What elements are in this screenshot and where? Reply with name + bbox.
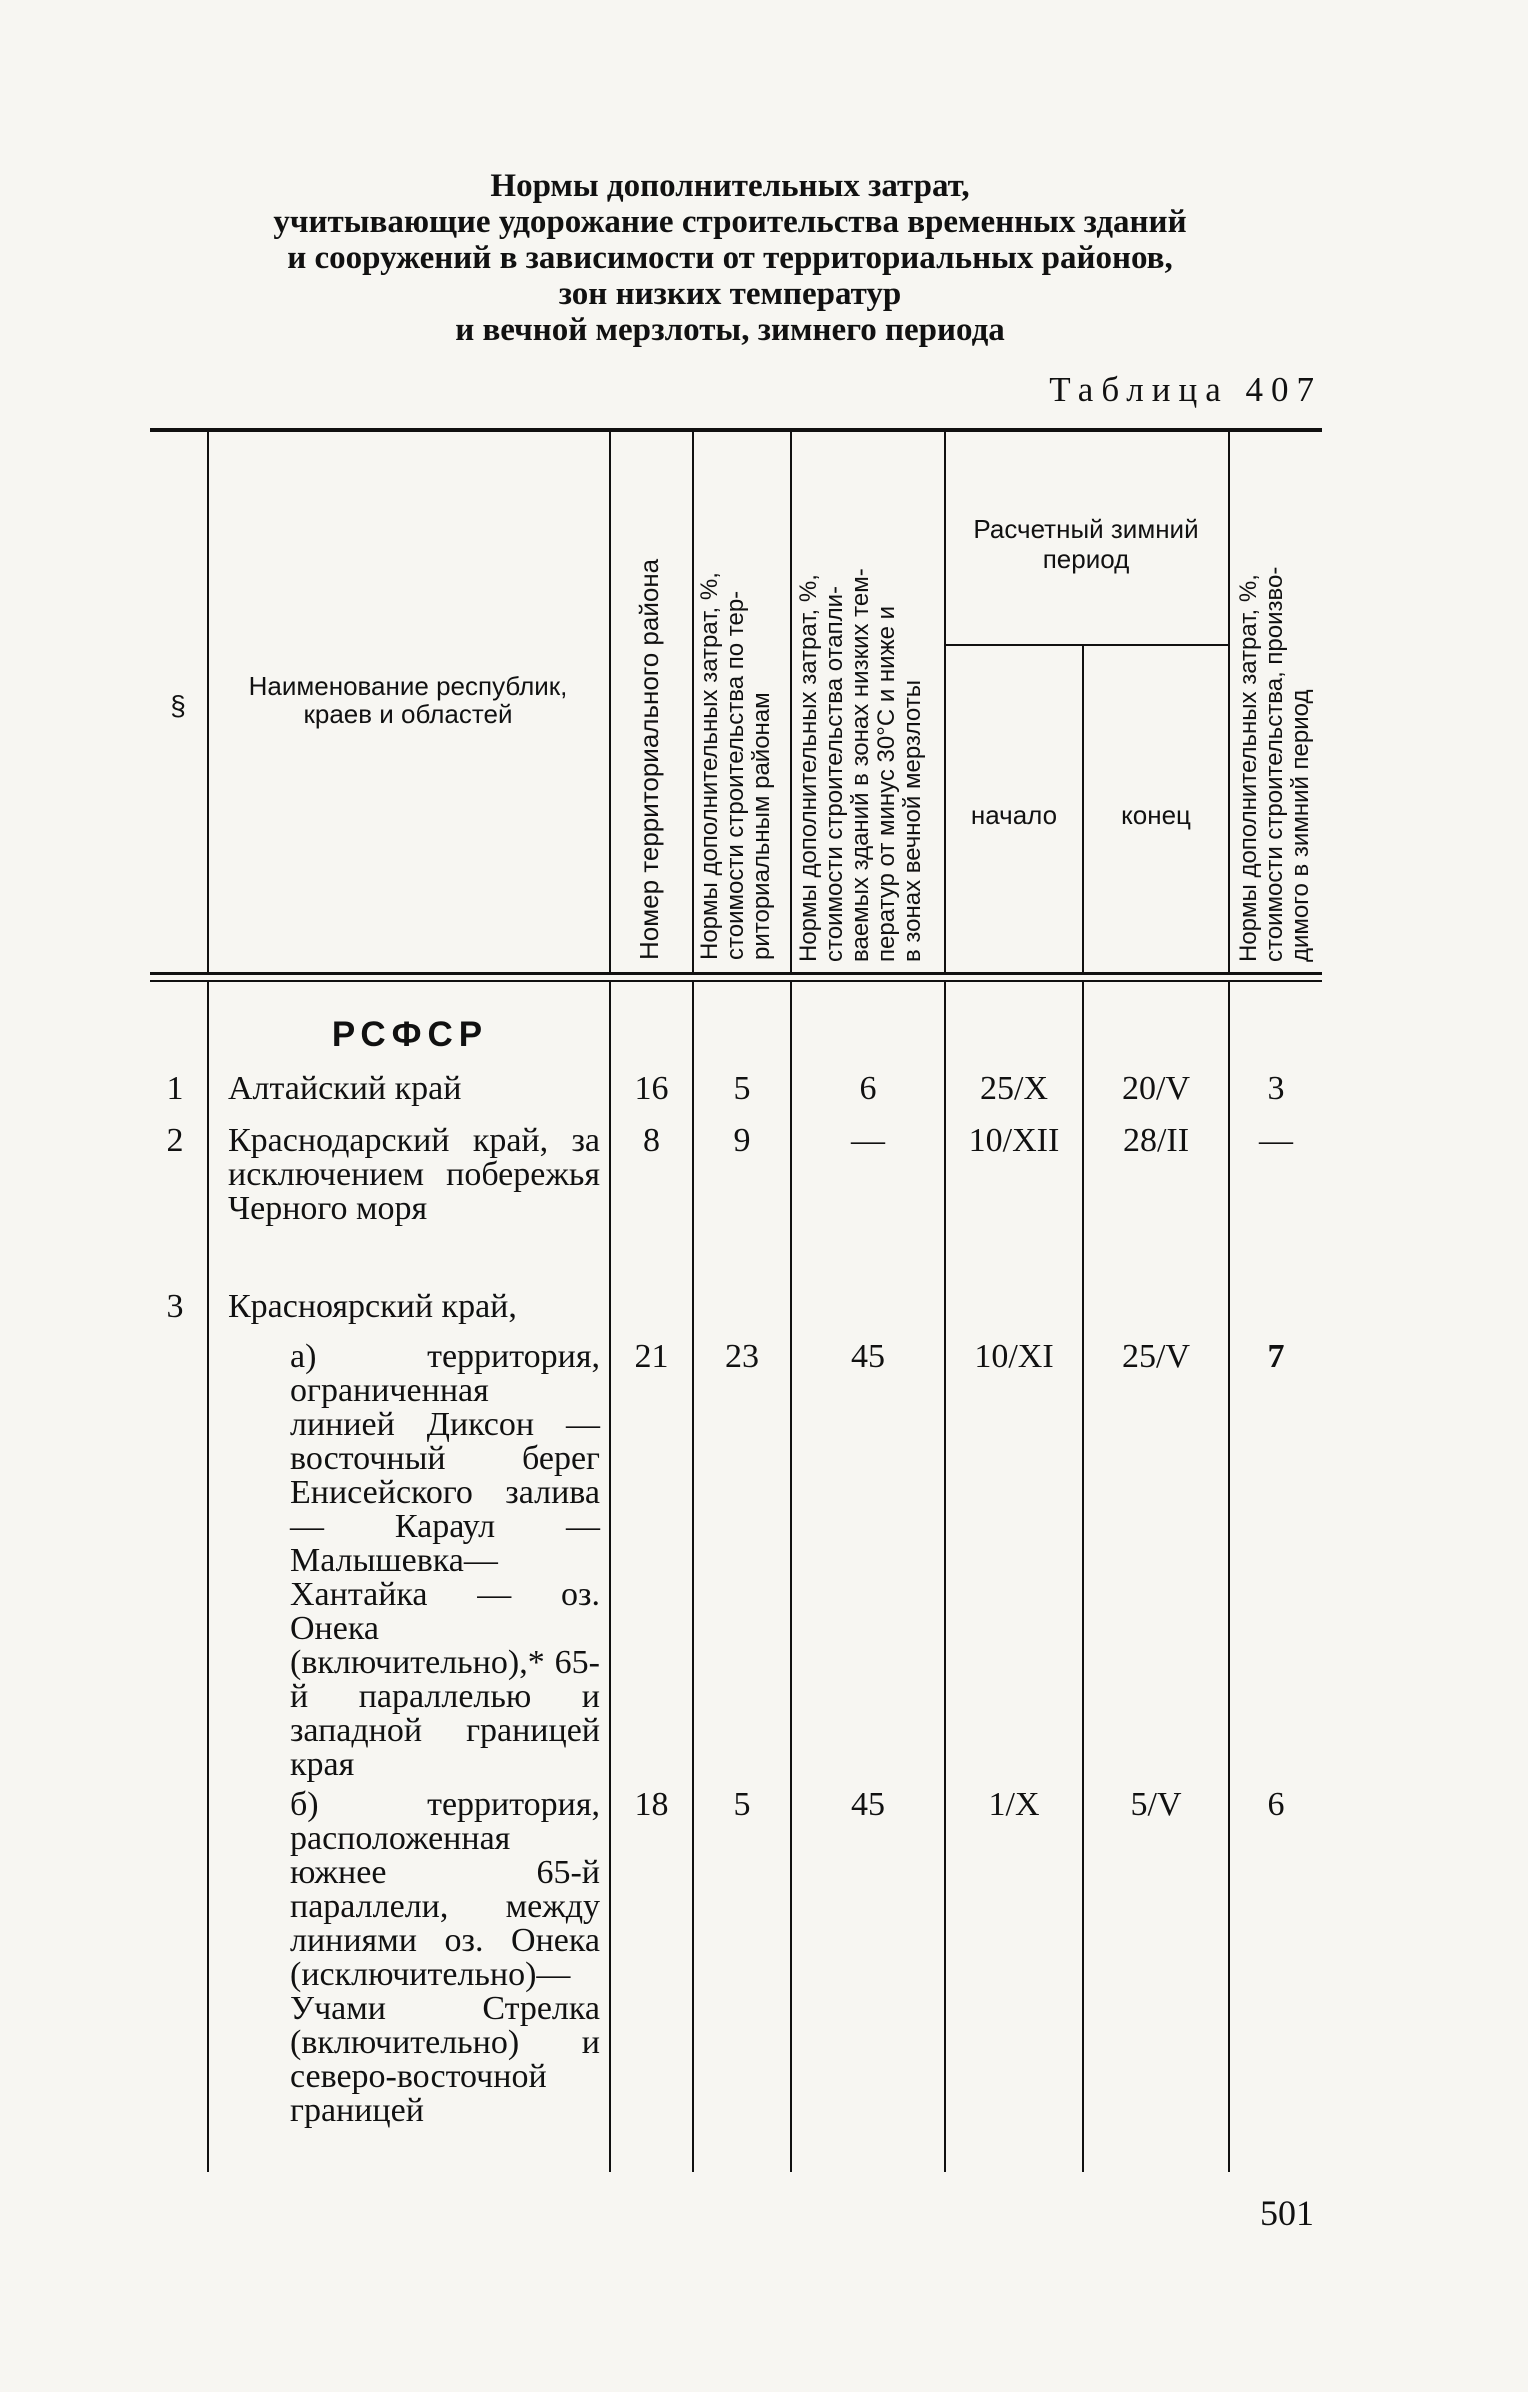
cell-terr: 5	[733, 1786, 751, 1823]
title-line: Нормы дополнительных затрат,	[490, 168, 970, 204]
col-rule	[609, 982, 611, 2172]
row-number: 1	[166, 1070, 184, 1107]
header-text-line: стоимости строительства, произво-	[1261, 566, 1288, 962]
header-section: §	[170, 690, 186, 721]
header-text-line: риториальным районам	[748, 692, 775, 960]
header-text-line: Нормы дополнительных затрат, %,	[795, 574, 822, 962]
cell-region: 8	[643, 1122, 660, 1159]
row-subname: б) территория, расположенная южнее 65-й параллели, между линиями оз. Онека (исключительно)—Учами Стрелка (включительно) и северо-восточной границей	[290, 1786, 600, 2129]
header-text: Номер территориального района	[634, 558, 664, 960]
header-text-line: димого в зимний период	[1287, 689, 1314, 962]
cell-winter: 7	[1267, 1338, 1285, 1375]
cell-end: 20/V	[1122, 1070, 1190, 1107]
cell-terr: 9	[733, 1122, 751, 1159]
cell-low: 45	[851, 1786, 885, 1823]
cell-end: 25/V	[1122, 1338, 1190, 1375]
table-title	[150, 168, 1310, 348]
header-text-line: стоимости строительства по тер-	[722, 590, 749, 960]
header-text-line: ператур от минус 30°С и ниже и	[873, 605, 900, 962]
col-rule	[790, 432, 792, 972]
col-rule	[1228, 982, 1230, 2172]
col-rule	[1082, 982, 1084, 2172]
cell-winter: 3	[1267, 1070, 1285, 1107]
col-rule	[692, 432, 694, 972]
cell-region: 18	[634, 1786, 669, 1823]
header-bottom-rule-2	[150, 980, 1322, 982]
col-rule	[207, 982, 209, 2172]
col-rule	[790, 982, 792, 2172]
cell-winter: —	[1259, 1122, 1293, 1159]
header-norm-territorial	[697, 572, 775, 960]
header-text-line: Нормы дополнительных затрат, %,	[696, 572, 723, 960]
cell-end: 5/V	[1130, 1786, 1182, 1823]
header-region-number	[636, 460, 662, 960]
header-text-line: в зонах вечной мерзлоты	[899, 680, 926, 962]
winter-period-rule	[944, 644, 1228, 646]
cell-start: 10/XII	[968, 1122, 1060, 1159]
cell-winter: 6	[1267, 1786, 1285, 1823]
title-line: и сооружений в зависимости от территориальных районов,	[287, 240, 1173, 276]
table-number-label: Таблица 407	[1049, 370, 1322, 409]
title-line: учитывающие удорожание строительства временных зданий	[273, 204, 1187, 240]
col-rule	[692, 982, 694, 2172]
col-rule	[1228, 432, 1230, 972]
cell-start: 25/X	[980, 1070, 1048, 1107]
header-norm-low-temp	[796, 568, 926, 962]
header-top-rule	[150, 428, 1322, 432]
header-start: начало	[970, 800, 1058, 830]
cell-low: —	[851, 1122, 885, 1159]
row-name: Краснодарский край, за исключением побережья Черного моря	[228, 1122, 600, 1227]
title-line: и вечной мерзлоты, зимнего периода	[455, 312, 1005, 348]
cell-region: 21	[634, 1338, 669, 1375]
header-bottom-rule	[150, 972, 1322, 975]
header-text-line: стоимости строительства отапли-	[821, 585, 848, 962]
header-name: Наименование республик, краев и областей	[248, 671, 568, 729]
page-number: 501	[1260, 2193, 1314, 2233]
row-number: 2	[166, 1122, 184, 1159]
col-rule	[944, 432, 946, 972]
row-subname: а) территория, ограниченная линией Диксон — восточный берег Енисейского залива — Караул — Малышевка—Хантайка — оз. Онека (включительно),* 65-й параллелью и западной границей края	[290, 1338, 600, 1783]
cell-region: 16	[634, 1070, 669, 1107]
group-heading: РСФСР	[331, 1015, 489, 1054]
header-text-line: ваемых зданий в зонах низких тем-	[847, 568, 874, 962]
cell-start: 1/X	[988, 1786, 1040, 1823]
header-text-line: Нормы дополнительных затрат, %,	[1235, 574, 1262, 962]
row-name: Красноярский край,	[228, 1288, 517, 1325]
col-rule	[609, 432, 611, 972]
row-number: 3	[166, 1288, 184, 1325]
title-line: зон низких температур	[558, 276, 902, 312]
cell-low: 45	[851, 1338, 885, 1375]
col-rule	[944, 982, 946, 2172]
header-norm-winter	[1236, 567, 1314, 962]
header-end: конец	[1121, 800, 1191, 830]
cell-low: 6	[859, 1070, 877, 1107]
cell-terr: 5	[733, 1070, 751, 1107]
cell-terr: 23	[725, 1338, 759, 1375]
cell-end: 28/II	[1122, 1122, 1190, 1159]
cell-start: 10/XI	[974, 1338, 1054, 1375]
col-rule	[207, 432, 209, 972]
header-winter-period: Расчетный зимний период	[973, 514, 1199, 574]
row-name: Алтайский край	[228, 1070, 462, 1107]
